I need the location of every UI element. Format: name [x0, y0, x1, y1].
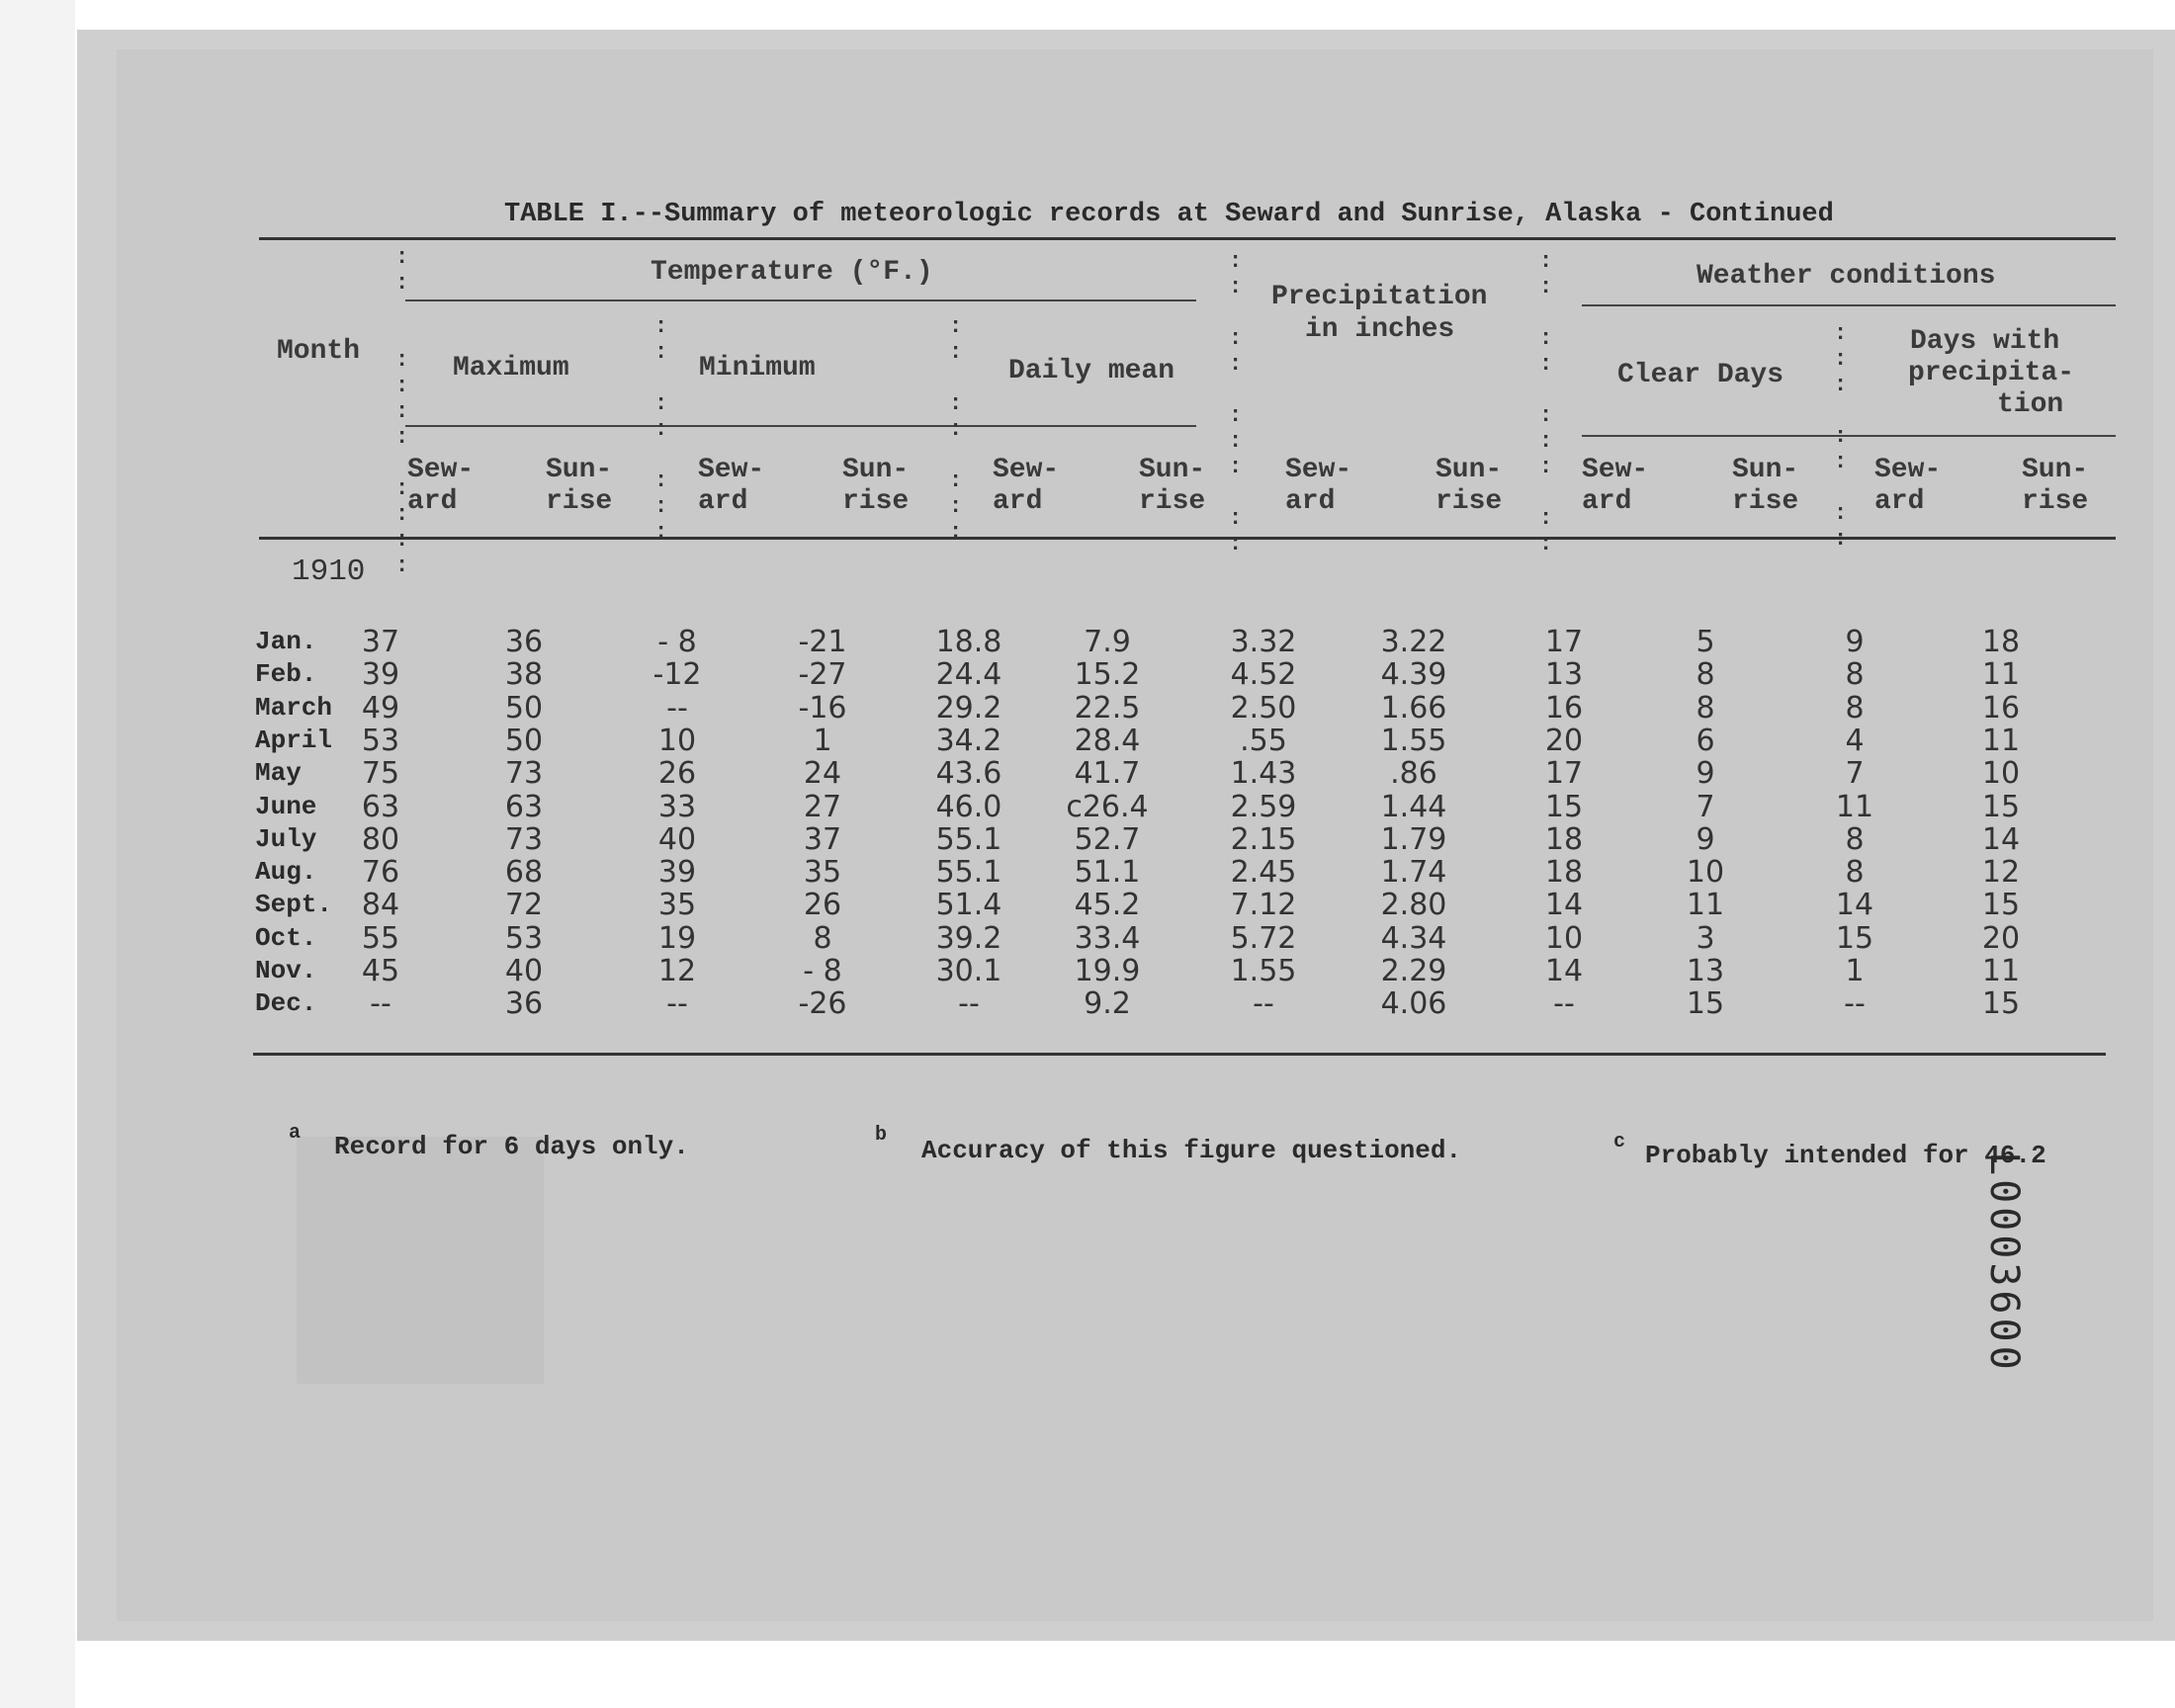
table-cell: 1.55 [1230, 954, 1297, 988]
table-cell: 11 [1981, 724, 2021, 758]
subheader-sunrise-5-line1: Sun- [1732, 455, 1799, 485]
table-cell: 27 [803, 790, 842, 824]
subheader-seward-1-line1: Sew- [407, 455, 475, 485]
table-cell: 4.52 [1230, 657, 1297, 692]
table-cell: 1.43 [1230, 756, 1297, 791]
subheader-seward-6-line2: ard [1874, 486, 1925, 517]
table-cell: 39.2 [935, 921, 1002, 956]
header-days-with-precip-2: precipita- [1908, 358, 2075, 388]
table-cell: -- [1253, 986, 1274, 1021]
table-cell: 53 [361, 724, 400, 758]
table-cell: 1.44 [1380, 790, 1447, 824]
table-cell: 73 [504, 822, 544, 857]
table-cell: -26 [798, 986, 847, 1021]
top-rule [259, 237, 2116, 240]
table-cell: 16 [1981, 691, 2021, 726]
subheader-seward-5-line1: Sew- [1582, 455, 1649, 485]
subheader-sunrise-2-line1: Sun- [842, 455, 910, 485]
separator: : : : : : : : : : : [395, 245, 409, 578]
table-cell: 68 [504, 855, 544, 890]
table-cell: -21 [798, 625, 847, 659]
table-cell: 30.1 [935, 954, 1002, 988]
table-cell: 28.4 [1074, 724, 1141, 758]
table-cell: 5 [1696, 625, 1715, 659]
table-cell: 4.34 [1380, 921, 1447, 956]
table-cell: 12 [657, 954, 697, 988]
table-cell: 9 [1696, 822, 1715, 857]
table-cell: 19.9 [1074, 954, 1141, 988]
header-minimum: Minimum [699, 353, 816, 384]
table-cell: 1 [1845, 954, 1865, 988]
footnote-a: Record for 6 days only. [334, 1132, 689, 1161]
table-cell: 26 [657, 756, 697, 791]
table-cell: 53 [504, 921, 544, 956]
subheader-sunrise-3-line1: Sun- [1139, 455, 1206, 485]
table-cell: 8 [1845, 855, 1865, 890]
header-days-with-precip-3: tion [1997, 389, 2064, 420]
table-cell: 19 [657, 921, 697, 956]
table-cell: 38 [504, 657, 544, 692]
table-cell: 50 [504, 691, 544, 726]
table-cell: 17 [1544, 756, 1584, 791]
table-cell: -- [666, 691, 688, 726]
table-cell: 36 [504, 986, 544, 1021]
table-cell: 63 [504, 790, 544, 824]
subheader-sunrise-2-line2: rise [842, 486, 910, 517]
table-row-month: Aug. [255, 857, 317, 887]
table-cell: 63 [361, 790, 400, 824]
header-weather-conditions: Weather conditions [1696, 261, 1996, 292]
table-cell: 14 [1544, 954, 1584, 988]
table-cell: 7 [1696, 790, 1715, 824]
table-cell: 8 [1696, 657, 1715, 692]
separator: : : : : : : : : : [1229, 249, 1243, 556]
table-cell: 24 [803, 756, 842, 791]
table-cell: 11 [1981, 954, 2021, 988]
table-cell: 40 [504, 954, 544, 988]
table-cell: 73 [504, 756, 544, 791]
table-cell: 10 [657, 724, 697, 758]
table-cell: 10 [1686, 855, 1725, 890]
separator: : : : : : : : : : [1539, 249, 1553, 556]
table-cell: 18 [1544, 855, 1584, 890]
separator: : : : : : : : [654, 314, 668, 545]
table-cell: 22.5 [1074, 691, 1141, 726]
table-cell: 2.80 [1380, 888, 1447, 922]
table-cell: 29.2 [935, 691, 1002, 726]
header-clear-days: Clear Days [1617, 360, 1784, 390]
subheader-seward-5-line2: ard [1582, 486, 1632, 517]
table-cell: 15 [1981, 888, 2021, 922]
table-cell: 45 [361, 954, 400, 988]
table-cell: 10 [1544, 921, 1584, 956]
subheader-sunrise-1-line2: rise [546, 486, 613, 517]
table-cell: 49 [361, 691, 400, 726]
table-cell: 11 [1835, 790, 1874, 824]
table-cell: 33.4 [1074, 921, 1141, 956]
subhead-rule-right [1582, 435, 2116, 437]
table-cell: 17 [1544, 625, 1584, 659]
weather-rule [1582, 304, 2116, 306]
table-cell: 12 [1981, 855, 2021, 890]
table-cell: 45.2 [1074, 888, 1141, 922]
table-row-month: Nov. [255, 956, 317, 985]
table-cell: 24.4 [935, 657, 1002, 692]
table-cell: -- [1844, 986, 1866, 1021]
header-precipitation-unit: in inches [1305, 314, 1455, 345]
table-row-month: July [255, 824, 317, 854]
table-cell: 2.29 [1380, 954, 1447, 988]
table-cell: 13 [1544, 657, 1584, 692]
scan-smudge [297, 1137, 544, 1384]
table-cell: 3 [1696, 921, 1715, 956]
table-cell: 18 [1544, 822, 1584, 857]
subheader-seward-3-line1: Sew- [993, 455, 1060, 485]
table-cell: 18.8 [935, 625, 1002, 659]
table-cell: 8 [1845, 657, 1865, 692]
table-cell: 11 [1686, 888, 1725, 922]
table-cell: 15 [1686, 986, 1725, 1021]
table-cell: 50 [504, 724, 544, 758]
table-cell: 8 [1696, 691, 1715, 726]
table-cell: 34.2 [935, 724, 1002, 758]
table-cell: 26 [803, 888, 842, 922]
table-cell: 9 [1845, 625, 1865, 659]
subheader-sunrise-6-line2: rise [2022, 486, 2089, 517]
table-cell: 75 [361, 756, 400, 791]
table-cell: 14 [1544, 888, 1584, 922]
table-cell: 15 [1981, 986, 2021, 1021]
table-cell: 40 [657, 822, 697, 857]
table-cell: 7.9 [1084, 625, 1131, 659]
subheader-seward-3-line2: ard [993, 486, 1043, 517]
table-cell: 2.15 [1230, 822, 1297, 857]
footnote-a-mark: a [289, 1122, 302, 1145]
table-bottom-rule [253, 1053, 2106, 1056]
header-temperature: Temperature (°F.) [651, 257, 933, 288]
subheader-sunrise-6-line1: Sun- [2022, 455, 2089, 485]
subheader-sunrise-4-line2: rise [1436, 486, 1503, 517]
table-row-month: Feb. [255, 659, 317, 689]
footnote-b-mark: b [875, 1124, 888, 1147]
table-cell: 2.45 [1230, 855, 1297, 890]
table-row-month: Oct. [255, 923, 317, 953]
table-cell: 1.74 [1380, 855, 1447, 890]
footnote-c-mark: c [1613, 1131, 1626, 1153]
subheader-seward-4-line1: Sew- [1285, 455, 1352, 485]
table-cell: 80 [361, 822, 400, 857]
temp-rule [405, 299, 1196, 301]
table-cell: 1.55 [1380, 724, 1447, 758]
table-cell: -16 [798, 691, 847, 726]
table-cell: 13 [1686, 954, 1725, 988]
table-cell: 35 [803, 855, 842, 890]
table-cell: .86 [1390, 756, 1437, 791]
table-cell: 41.7 [1074, 756, 1141, 791]
table-cell: 9 [1696, 756, 1715, 791]
table-cell: -- [1553, 986, 1575, 1021]
table-row-month: June [255, 792, 317, 821]
table-cell: -- [370, 986, 392, 1021]
table-cell: - 8 [803, 954, 842, 988]
year-label: 1910 [292, 555, 366, 589]
table-cell: 1 [813, 724, 832, 758]
table-cell: 1.66 [1380, 691, 1447, 726]
scan-margin [0, 0, 75, 1708]
table-cell: 4.06 [1380, 986, 1447, 1021]
table-cell: 1.79 [1380, 822, 1447, 857]
table-row-month: Jan. [255, 627, 317, 656]
table-cell: 18 [1981, 625, 2021, 659]
header-precipitation: Precipitation [1271, 282, 1488, 312]
table-cell: -- [666, 986, 688, 1021]
archive-stamp-number: L0003600 [1981, 1152, 2027, 1374]
table-cell: 7.12 [1230, 888, 1297, 922]
table-cell: 43.6 [935, 756, 1002, 791]
table-row-month: Sept. [255, 890, 333, 919]
table-cell: 55 [361, 921, 400, 956]
table-cell: 2.59 [1230, 790, 1297, 824]
separator: : : : : : : : [949, 314, 963, 545]
table-cell: 20 [1544, 724, 1584, 758]
table-cell: 37 [803, 822, 842, 857]
subheader-sunrise-4-line1: Sun- [1436, 455, 1503, 485]
subheader-sunrise-5-line2: rise [1732, 486, 1799, 517]
table-cell: 72 [504, 888, 544, 922]
separator: : : : : : : : [1834, 321, 1848, 552]
table-cell: 36 [504, 625, 544, 659]
header-month: Month [277, 336, 361, 367]
subheader-seward-1-line2: ard [407, 486, 458, 517]
table-cell: 8 [1845, 822, 1865, 857]
table-cell: 2.50 [1230, 691, 1297, 726]
table-cell: - 8 [657, 625, 697, 659]
table-cell: 14 [1835, 888, 1874, 922]
table-cell: 39 [657, 855, 697, 890]
table-title: TABLE I.--Summary of meteorologic records at Seward and Sunrise, Alaska - Continued [504, 200, 1834, 229]
footnote-c: Probably intended for 46.2 [1645, 1141, 2046, 1170]
table-cell: 14 [1981, 822, 2021, 857]
subheader-sunrise-3-line2: rise [1139, 486, 1206, 517]
table-cell: 52.7 [1074, 822, 1141, 857]
table-row-month: May [255, 758, 302, 788]
table-cell: -- [958, 986, 980, 1021]
table-cell: 39 [361, 657, 400, 692]
table-cell: 6 [1696, 724, 1715, 758]
table-cell: 16 [1544, 691, 1584, 726]
table-cell: 51.1 [1074, 855, 1141, 890]
table-cell: 3.22 [1380, 625, 1447, 659]
table-cell: 8 [1845, 691, 1865, 726]
table-cell: 76 [361, 855, 400, 890]
footnote-b: Accuracy of this figure questioned. [921, 1136, 1462, 1165]
table-cell: 15 [1544, 790, 1584, 824]
table-cell: 15 [1835, 921, 1874, 956]
subhead-rule-left [405, 425, 1196, 427]
subheader-seward-4-line2: ard [1285, 486, 1336, 517]
table-cell: 55.1 [935, 855, 1002, 890]
table-cell: 8 [813, 921, 832, 956]
subheader-sunrise-1-line1: Sun- [546, 455, 613, 485]
table-cell: 7 [1845, 756, 1865, 791]
table-cell: 3.32 [1230, 625, 1297, 659]
header-days-with-precip-1: Days with [1910, 326, 2060, 357]
subheader-seward-2-line2: ard [698, 486, 748, 517]
table-cell: 15.2 [1074, 657, 1141, 692]
table-cell: 9.2 [1084, 986, 1131, 1021]
table-row-month: Dec. [255, 988, 317, 1018]
table-cell: 35 [657, 888, 697, 922]
table-cell: 37 [361, 625, 400, 659]
table-cell: c26.4 [1066, 790, 1149, 824]
subheader-seward-6-line1: Sew- [1874, 455, 1942, 485]
table-cell: 15 [1981, 790, 2021, 824]
table-cell: 51.4 [935, 888, 1002, 922]
table-cell: -12 [652, 657, 702, 692]
table-cell: 84 [361, 888, 400, 922]
table-cell: 4 [1845, 724, 1865, 758]
table-row-month: March [255, 693, 333, 723]
table-cell: .55 [1240, 724, 1287, 758]
table-cell: 33 [657, 790, 697, 824]
table-cell: 46.0 [935, 790, 1002, 824]
table-cell: -27 [798, 657, 847, 692]
table-cell: 4.39 [1380, 657, 1447, 692]
header-daily-mean: Daily mean [1008, 356, 1175, 386]
table-row-month: April [255, 726, 333, 755]
table-cell: 20 [1981, 921, 2021, 956]
table-cell: 11 [1981, 657, 2021, 692]
table-cell: 10 [1981, 756, 2021, 791]
subheader-seward-2-line1: Sew- [698, 455, 765, 485]
header-maximum: Maximum [453, 353, 569, 384]
table-cell: 55.1 [935, 822, 1002, 857]
table-cell: 5.72 [1230, 921, 1297, 956]
